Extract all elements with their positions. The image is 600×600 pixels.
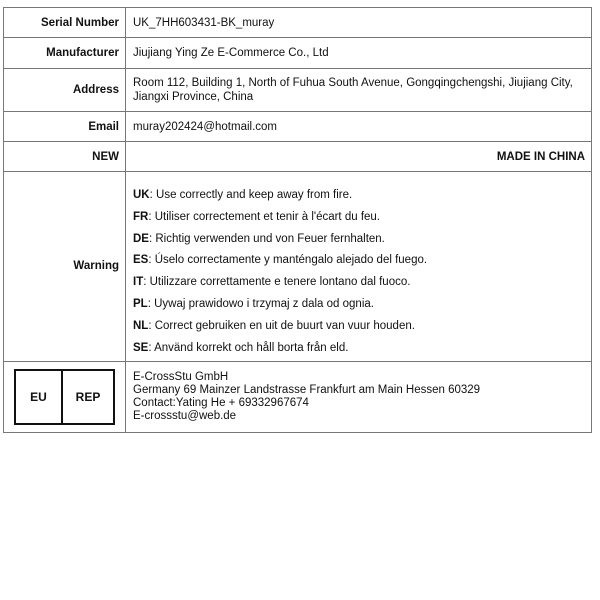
address-label: Address bbox=[4, 69, 126, 112]
warning-row bbox=[4, 172, 592, 362]
warning-language-code: FR bbox=[133, 210, 149, 223]
warning-text: : Úselo correctamente y manténgalo alejado del fuego. bbox=[148, 254, 428, 267]
warning-line bbox=[133, 341, 585, 355]
warning-language-code: PL bbox=[133, 297, 148, 310]
eu-rep-email: E-crossstu@web.de bbox=[133, 409, 237, 422]
warning-line bbox=[133, 253, 585, 267]
manufacturer-row bbox=[4, 38, 592, 69]
origin-value: MADE IN CHINA bbox=[126, 142, 592, 172]
eu-rep-contact: Contact:Yating He + 69332967674 bbox=[133, 396, 309, 409]
warning-line bbox=[133, 232, 585, 246]
warning-line bbox=[133, 210, 585, 224]
warning-language-code: UK bbox=[133, 189, 150, 201]
warning-list bbox=[133, 172, 585, 361]
warning-text: : Utiliser correctement et tenir à l'écart du feu. bbox=[148, 210, 380, 223]
warning-language-code: IT bbox=[133, 276, 144, 289]
warning-line bbox=[133, 319, 585, 333]
serial-number-row bbox=[4, 8, 592, 38]
condition-label: NEW bbox=[4, 142, 126, 172]
warning-line bbox=[133, 297, 585, 311]
condition-row bbox=[4, 142, 592, 172]
warning-language-code: DE bbox=[133, 232, 149, 245]
warning-language-code: ES bbox=[133, 254, 149, 267]
eu-rep-lines bbox=[133, 371, 585, 423]
serial-number-label: Serial Number bbox=[4, 8, 126, 38]
warning-label: Warning bbox=[4, 172, 126, 362]
warning-text: : Richtig verwenden und von Feuer fernhalten. bbox=[148, 232, 385, 245]
rep-box: REP bbox=[63, 369, 115, 425]
eu-rep-symbol-cell bbox=[4, 361, 126, 432]
warning-text: : Use correctly and keep away from fire. bbox=[149, 189, 353, 201]
eu-rep-details bbox=[126, 361, 592, 432]
address-row bbox=[4, 69, 592, 112]
eu-rep-address: Germany 69 Mainzer Landstrasse Frankfurt am Main Hessen 60329 bbox=[133, 383, 481, 396]
warning-line bbox=[133, 188, 585, 202]
email-row bbox=[4, 112, 592, 142]
warning-text: : Använd korrekt och håll borta från eld. bbox=[148, 341, 349, 354]
eu-rep-company: E-CrossStu GmbH bbox=[133, 370, 229, 383]
eu-rep-row bbox=[4, 361, 592, 432]
address-value: Room 112, Building 1, North of Fuhua South Avenue, Gongqingchengshi, Jiujiang City, Jiangxi Province, China bbox=[126, 69, 592, 112]
manufacturer-label: Manufacturer bbox=[4, 38, 126, 69]
warning-text: : Correct gebruiken en uit de buurt van vuur houden. bbox=[148, 319, 415, 332]
warning-language-code: SE bbox=[133, 341, 149, 354]
warning-line bbox=[133, 275, 585, 289]
warning-language-code: NL bbox=[133, 319, 149, 332]
eu-rep-symbol bbox=[4, 366, 125, 428]
product-info-table bbox=[3, 7, 592, 433]
serial-number-value: UK_7HH603431-BK_muray bbox=[126, 8, 592, 38]
warning-text-cell bbox=[126, 172, 592, 362]
warning-text: : Utilizzare correttamente e tenere lontano dal fuoco. bbox=[143, 276, 411, 289]
eu-box: EU bbox=[14, 369, 63, 425]
email-value: muray202424@hotmail.com bbox=[126, 112, 592, 142]
manufacturer-value: Jiujiang Ying Ze E-Commerce Co., Ltd bbox=[126, 38, 592, 69]
warning-text: : Uywaj prawidowo i trzymaj z dala od ognia. bbox=[147, 297, 374, 310]
email-label: Email bbox=[4, 112, 126, 142]
